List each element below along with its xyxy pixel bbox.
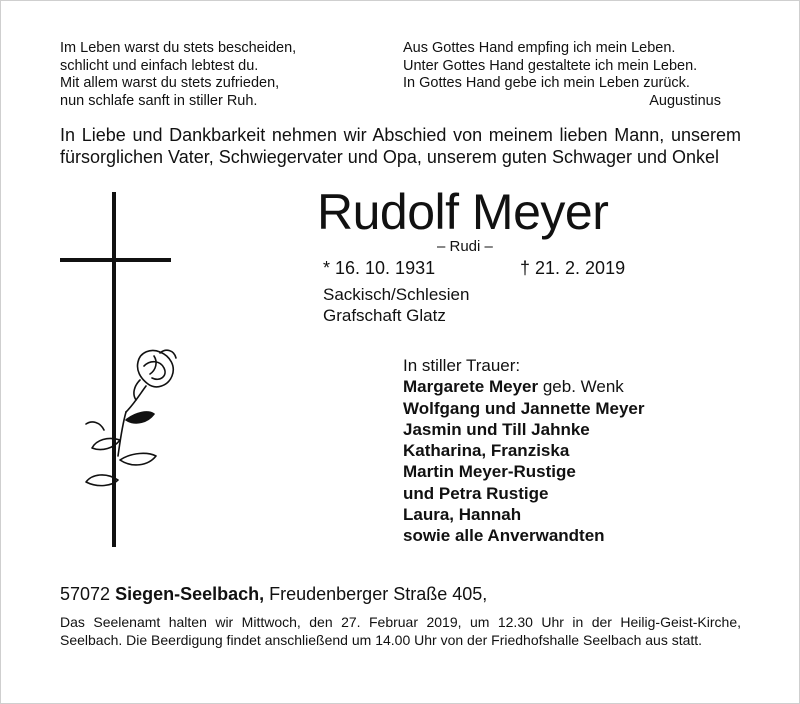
poem-right-line: Aus Gottes Hand empfing ich mein Leben. <box>403 40 676 56</box>
address <box>60 584 487 605</box>
mourner-maiden-name: geb. Wenk <box>538 377 624 397</box>
poem-author: Augustinus <box>649 92 721 109</box>
city: Siegen-Seelbach, <box>115 584 265 604</box>
service-notice: Das Seelenamt halten wir Mittwoch, den 27. Februar 2019, um 12.30 Uhr in der Heilig-Geist-Kirche, Seelbach. Die Beerdigung findet anschließend um 14.00 Uhr von der Friedhofshalle Seelbach aus statt. <box>60 614 741 648</box>
poem-right-line: In Gottes Hand gebe ich mein Leben zurück. <box>403 75 690 91</box>
rose-icon <box>86 350 176 485</box>
mourners-heading: In stiller Trauer: <box>403 356 521 375</box>
poem-right-line: Unter Gottes Hand gestaltete ich mein Leben. <box>403 57 698 74</box>
mourner-line: Martin Meyer-Rustige <box>403 462 576 482</box>
origin-line: Grafschaft Glatz <box>323 306 446 325</box>
mourner-line: und Petra Rustige <box>403 483 549 503</box>
mourner-name: Margarete Meyer <box>403 377 539 397</box>
street: Freudenberger Straße 405, <box>264 584 488 604</box>
poem-left-line: schlicht und einfach lebtest du. <box>60 57 259 74</box>
cross-rose-illustration <box>56 190 186 550</box>
mourner-line <box>403 376 645 397</box>
deceased-name: Rudolf Meyer <box>317 184 609 240</box>
origin-line: Sackisch/Schlesien <box>323 285 470 304</box>
origin <box>323 284 469 326</box>
mourner-line: Wolfgang und Jannette Meyer <box>403 398 645 418</box>
intro-text: In Liebe und Dankbarkeit nehmen wir Abschied von meinem lieben Mann, unserem fürsorglichen Vater, Schwiegervater und Opa, unserem guten Schwager und Onkel <box>60 125 741 167</box>
mourner-line: sowie alle Anverwandten <box>403 526 605 546</box>
birth-date: * 16. 10. 1931 <box>323 258 436 278</box>
mourners-list <box>403 355 645 547</box>
poem-left-line: Mit allem warst du stets zufrieden, <box>60 75 280 91</box>
death-date: † 21. 2. 2019 <box>520 258 626 278</box>
postal-code: 57072 <box>60 584 116 604</box>
poem-left-line: Im Leben warst du stets bescheiden, <box>60 40 297 56</box>
mourner-line: Laura, Hannah <box>403 505 522 525</box>
deceased-nickname: – Rudi – <box>437 238 493 255</box>
mourner-line: Jasmin und Till Jahnke <box>403 419 590 439</box>
mourner-line: Katharina, Franziska <box>403 441 570 461</box>
poem-left-line: nun schlafe sanft in stiller Ruh. <box>60 92 258 109</box>
poem-right <box>403 40 721 110</box>
poem-left <box>60 40 296 110</box>
